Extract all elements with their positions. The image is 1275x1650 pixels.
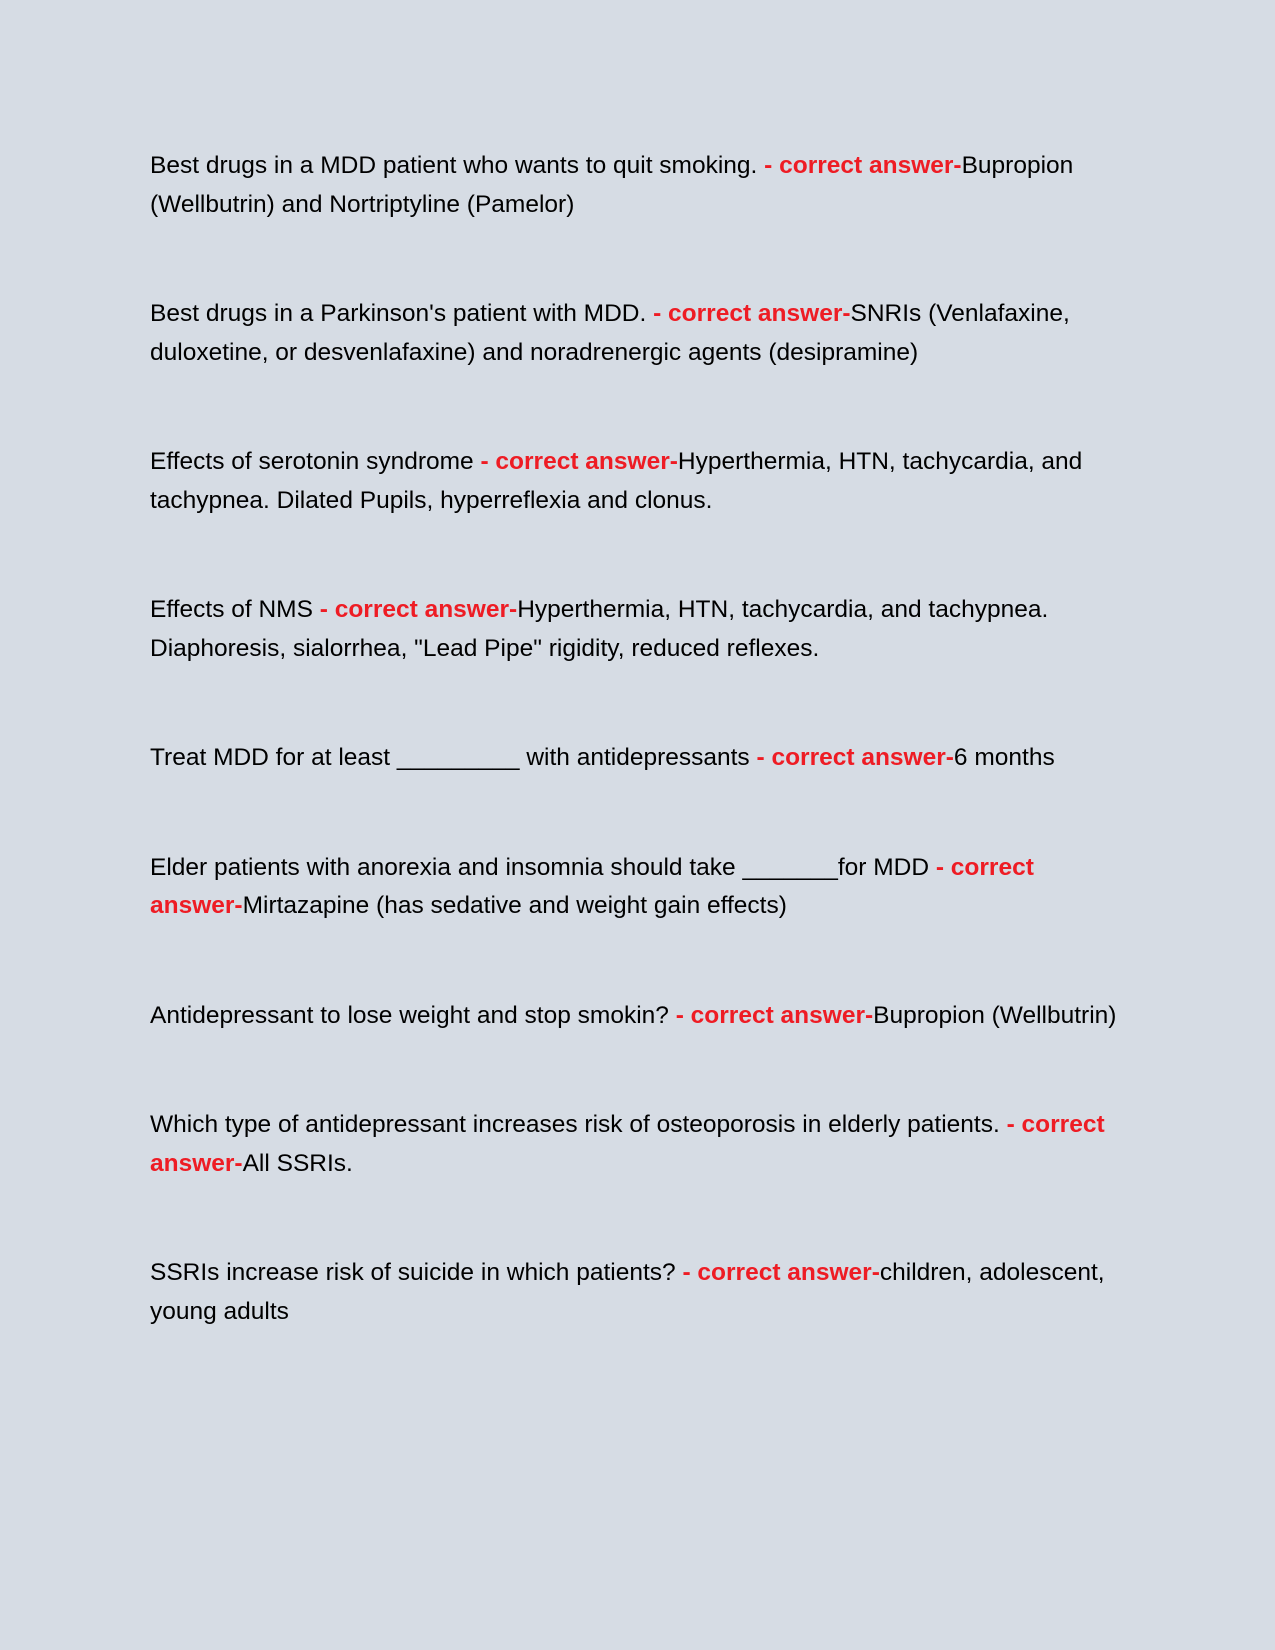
answer-text: Hyperthermia, HTN, tachycardia, and tachypnea. Diaphoresis, sialorrhea, "Lead Pipe" rigidity, reduced reflexes. <box>150 596 1049 662</box>
correct-answer-marker: - correct answer- <box>756 744 954 771</box>
question-text: Effects of serotonin syndrome <box>150 448 481 475</box>
qa-item <box>150 295 1125 372</box>
question-text: Treat MDD for at least _________ with antidepressants <box>150 744 757 771</box>
answer-text: Bupropion (Wellbutrin) <box>873 1001 1117 1029</box>
question-text: Antidepressant to lose weight and stop smokin? <box>150 1001 676 1029</box>
question-text: Elder patients with anorexia and insomnia should take _______for MDD <box>150 853 936 881</box>
answer-text: All SSRIs. <box>242 1149 353 1177</box>
qa-item <box>150 849 1125 926</box>
qa-item <box>150 591 1125 668</box>
qa-item <box>150 1106 1125 1183</box>
correct-answer-marker: - correct answer- <box>150 853 1034 919</box>
qa-item <box>150 1254 1125 1331</box>
qa-item <box>150 997 1125 1036</box>
correct-answer-marker: - correct answer- <box>764 152 962 179</box>
qa-item <box>150 147 1125 224</box>
answer-text: SNRIs (Venlafaxine, duloxetine, or desvenlafaxine) and noradrenergic agents (desipramine) <box>150 300 1070 366</box>
question-text: Effects of NMS <box>150 596 320 623</box>
correct-answer-marker: - correct answer- <box>480 448 678 475</box>
correct-answer-marker: - correct answer- <box>682 1259 880 1286</box>
answer-text: Hyperthermia, HTN, tachycardia, and tachypnea. Dilated Pupils, hyperreflexia and clonus. <box>150 448 1083 514</box>
question-text: Best drugs in a MDD patient who wants to quit smoking. <box>150 152 765 179</box>
correct-answer-marker: - correct answer- <box>675 1001 874 1029</box>
answer-text: Bupropion (Wellbutrin) and Nortriptyline (Pamelor) <box>150 152 1074 218</box>
answer-text: children, adolescent, young adults <box>150 1259 1105 1325</box>
answer-text: Mirtazapine (has sedative and weight gain effects) <box>242 892 787 919</box>
question-text: Best drugs in a Parkinson's patient with MDD. <box>150 300 654 327</box>
correct-answer-marker: - correct answer- <box>319 596 518 623</box>
qa-item <box>150 443 1125 520</box>
question-text: Which type of antidepressant increases risk of osteoporosis in elderly patients. <box>150 1111 1007 1138</box>
qa-list <box>150 147 1125 1402</box>
correct-answer-marker: - correct answer- <box>150 1111 1105 1177</box>
question-text: SSRIs increase risk of suicide in which patients? <box>150 1259 683 1286</box>
answer-text: 6 months <box>953 744 1055 771</box>
correct-answer-marker: - correct answer- <box>653 300 851 327</box>
qa-item <box>150 739 1125 778</box>
